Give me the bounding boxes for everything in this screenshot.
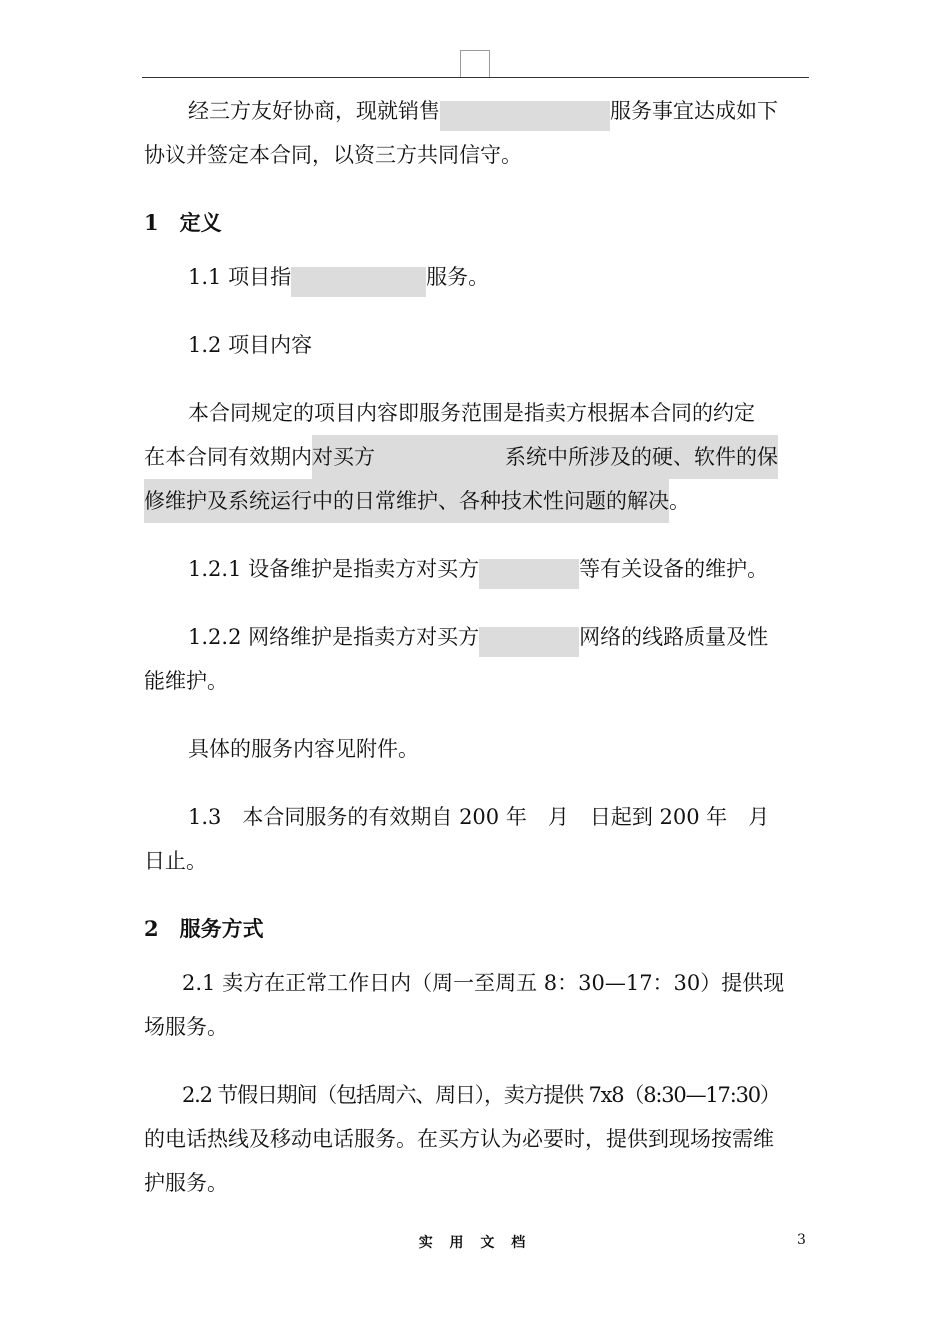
clause-1-2-body [144, 391, 808, 523]
heading-definitions: 1 定义 [144, 210, 222, 235]
clause-1-1-text-2: 服务。 [426, 265, 490, 289]
clause-1-2-body-line2b: 对买方 [312, 435, 375, 479]
clause-1-2-text: 1.2 项目内容 [188, 333, 313, 357]
page-number: 3 [797, 1232, 806, 1248]
blank-field-service[interactable] [440, 101, 610, 131]
blank-field-equipment[interactable] [479, 559, 579, 589]
appendix-note [144, 727, 808, 771]
clause-2-2-text: 2.2 节假日期间（包括周六、周日），卖方提供 7x8（8:30—17:30） [182, 1083, 780, 1107]
blank-field-project[interactable] [291, 267, 426, 297]
header-box [460, 50, 490, 78]
clause-1-2-1 [144, 547, 808, 591]
clause-2-1-text: 2.1 卖方在正常工作日内（周一至周五 8：30—17：30）提供现 [182, 971, 785, 995]
clause-2-1-text-2: 场服务。 [144, 1015, 228, 1039]
clause-1-2-body-line1: 本合同规定的项目内容即服务范围是指卖方根据本合同的约定 [188, 401, 755, 425]
blank-field-system[interactable] [375, 435, 505, 479]
appendix-note-text: 具体的服务内容见附件。 [188, 737, 419, 761]
clause-1-2-2 [144, 615, 808, 703]
clause-1-2-2-text: 1.2.2 网络维护是指卖方对买方 [188, 625, 480, 649]
clause-2-2-text-3: 护服务。 [144, 1171, 228, 1195]
clause-1-2-2-text-3: 能维护。 [144, 669, 228, 693]
clause-2-2-text-2: 的电话热线及移动电话服务。在买方认为必要时，提供到现场按需维 [144, 1127, 774, 1151]
header-rule [142, 77, 809, 78]
blank-field-network[interactable] [479, 627, 579, 657]
clause-1-2 [144, 323, 808, 367]
clause-1-2-body-line2a: 在本合同有效期内 [144, 445, 312, 469]
clause-1-1 [144, 255, 808, 299]
intro-text: 经三方友好协商，现就销售 [188, 99, 440, 123]
footer-label: 实 用 文 档 [418, 1235, 532, 1251]
clause-1-3 [144, 795, 808, 883]
clause-1-1-text: 1.1 项目指 [188, 265, 292, 289]
clause-1-2-2-text-2: 网络的线路质量及性 [579, 625, 769, 649]
intro-text-2: 服务事宜达成如下 [610, 99, 778, 123]
clause-1-2-body-line3: 修维护及系统运行中的日常维护、各种技术性问题的解决 [144, 479, 669, 523]
heading-service-method: 2 服务方式 [144, 916, 264, 941]
clause-1-2-1-text: 1.2.1 设备维护是指卖方对买方 [188, 557, 480, 581]
clause-1-2-1-text-2: 等有关设备的维护。 [579, 557, 769, 581]
clause-2-1 [144, 961, 808, 1049]
clause-1-3-text-2: 日止。 [144, 849, 207, 873]
intro-text-3: 协议并签定本合同，以资三方共同信守。 [144, 143, 522, 167]
clause-1-3-text: 1.3 本合同服务的有效期自 200 年 月 日起到 200 年 月 [188, 805, 770, 829]
clause-2-2 [144, 1073, 808, 1205]
intro-paragraph [144, 89, 808, 177]
clause-1-2-body-line2c: 系统中所涉及的硬、软件的保 [505, 435, 778, 479]
clause-1-2-body-line3-end: 。 [669, 489, 690, 513]
